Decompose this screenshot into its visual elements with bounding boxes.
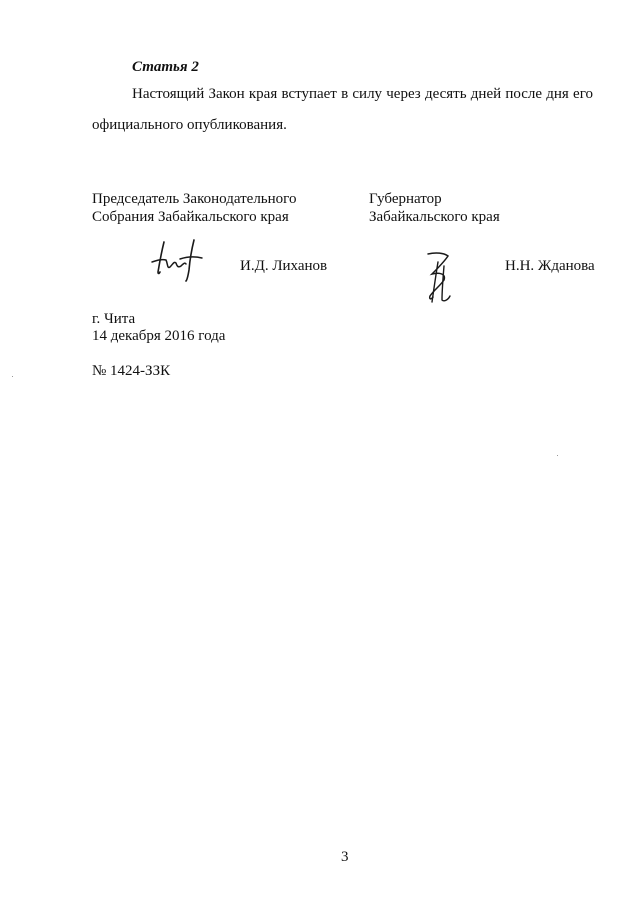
place: г. Чита	[92, 311, 136, 327]
right-title-line-1: Губернатор	[369, 191, 442, 207]
right-signatory-title	[369, 190, 500, 226]
article-text-line-2: официального опубликования.	[92, 117, 287, 133]
left-handwritten-signature	[150, 236, 206, 282]
left-signatory-title	[92, 190, 296, 226]
left-signatory-name: И.Д. Лиханов	[240, 258, 328, 274]
right-signatory-name: Н.Н. Жданова	[505, 258, 595, 274]
scan-speck	[557, 455, 558, 456]
scan-speck	[12, 376, 13, 377]
article-text-line-1: Настоящий Закон края вступает в силу через десять дней после дня его	[132, 86, 593, 102]
document-number: № 1424-ЗЗК	[92, 363, 171, 379]
page-number: 3	[341, 849, 349, 865]
left-title-line-2: Собрания Забайкальского края	[92, 209, 289, 225]
article-heading: Статья 2	[132, 59, 199, 75]
right-title-line-2: Забайкальского края	[369, 209, 500, 225]
left-title-line-1: Председатель Законодательного	[92, 191, 297, 207]
right-handwritten-signature	[418, 250, 458, 304]
date: 14 декабря 2016 года	[92, 328, 226, 344]
